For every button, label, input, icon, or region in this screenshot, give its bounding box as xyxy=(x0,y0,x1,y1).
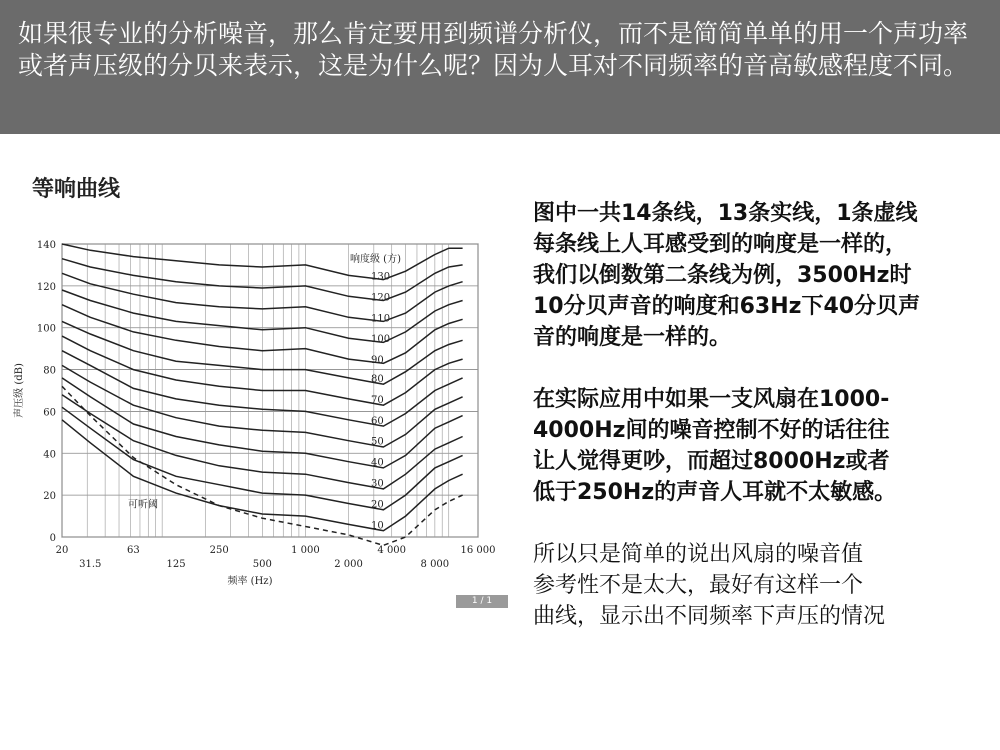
x-axis-label: 频率 (Hz) xyxy=(227,576,273,587)
curve-label: 10 xyxy=(371,520,384,532)
curve-label: 60 xyxy=(371,415,384,427)
x-tick-label: 63 xyxy=(127,545,140,556)
curve-label: 70 xyxy=(371,394,384,406)
y-tick-label: 0 xyxy=(49,533,56,544)
x-tick-label: 31.5 xyxy=(79,559,102,570)
banner-text: 如果很专业的分析噪音，那么肯定要用到频谱分析仪，而不是简简单单的用一个声功率或者声压级的分贝来表示，这是为什么呢？因为人耳对不同频率的音高敏感程度不同。 xyxy=(18,19,969,80)
curve-label: 130 xyxy=(371,271,391,283)
y-axis-label: 声压级 (dB) xyxy=(14,363,25,418)
y-tick-label: 80 xyxy=(43,365,56,377)
curve-label: 30 xyxy=(371,478,384,490)
chart-svg xyxy=(0,230,520,620)
header-banner xyxy=(0,0,1000,134)
note-paragraph-3: 所以只是简单的说出风扇的噪音值 参考性不是太大，最好有这样一个 曲线，显示出不同频率下声压的情况 xyxy=(533,542,886,629)
curve-label: 20 xyxy=(371,499,384,511)
y-tick-label: 140 xyxy=(36,240,56,251)
curve-label: 110 xyxy=(371,313,391,325)
curve-label: 90 xyxy=(371,355,384,367)
notes-panel xyxy=(533,198,993,663)
x-tick-label: 1 000 xyxy=(291,545,320,556)
equal-loudness-chart xyxy=(0,230,520,620)
x-tick-label: 250 xyxy=(209,545,229,556)
y-tick-label: 60 xyxy=(43,407,56,419)
legend-title: 响度级 (方) xyxy=(350,254,401,265)
y-tick-label: 20 xyxy=(43,491,56,503)
section-title: 等响曲线 xyxy=(32,177,121,202)
x-tick-label: 2 000 xyxy=(334,559,363,570)
y-tick-label: 100 xyxy=(36,323,56,335)
curve-label: 50 xyxy=(371,436,384,448)
x-tick-label: 500 xyxy=(252,559,272,570)
note-paragraph-1: 图中一共14条线，13条实线，1条虚线 每条线上人耳感受到的响度是一样的， 我们以倒数第二条线为例，3500Hz时 10分贝声音的响度和63Hz下40分贝声 音的响度是一样的。 xyxy=(533,201,921,350)
curve-label: 100 xyxy=(371,334,391,346)
x-tick-label: 8 000 xyxy=(420,559,450,570)
x-tick-label: 4 000 xyxy=(377,545,407,556)
curve-label: 40 xyxy=(371,457,384,469)
x-tick-label: 125 xyxy=(166,559,186,570)
threshold-label: 可听阈 xyxy=(128,499,158,511)
curve-label: 120 xyxy=(371,292,391,304)
x-tick-label: 16 000 xyxy=(460,545,496,556)
x-tick-label: 20 xyxy=(55,545,69,556)
curve-label: 80 xyxy=(371,373,384,385)
page-badge: 1 / 1 xyxy=(456,595,508,608)
y-tick-label: 120 xyxy=(36,281,56,293)
y-tick-label: 40 xyxy=(43,449,56,461)
note-paragraph-2: 在实际应用中如果一支风扇在1000- 4000Hz间的噪音控制不好的话往往 让人觉得更吵，而超过8000Hz或者 低于250Hz的声音人耳就不太敏感。 xyxy=(533,387,897,505)
